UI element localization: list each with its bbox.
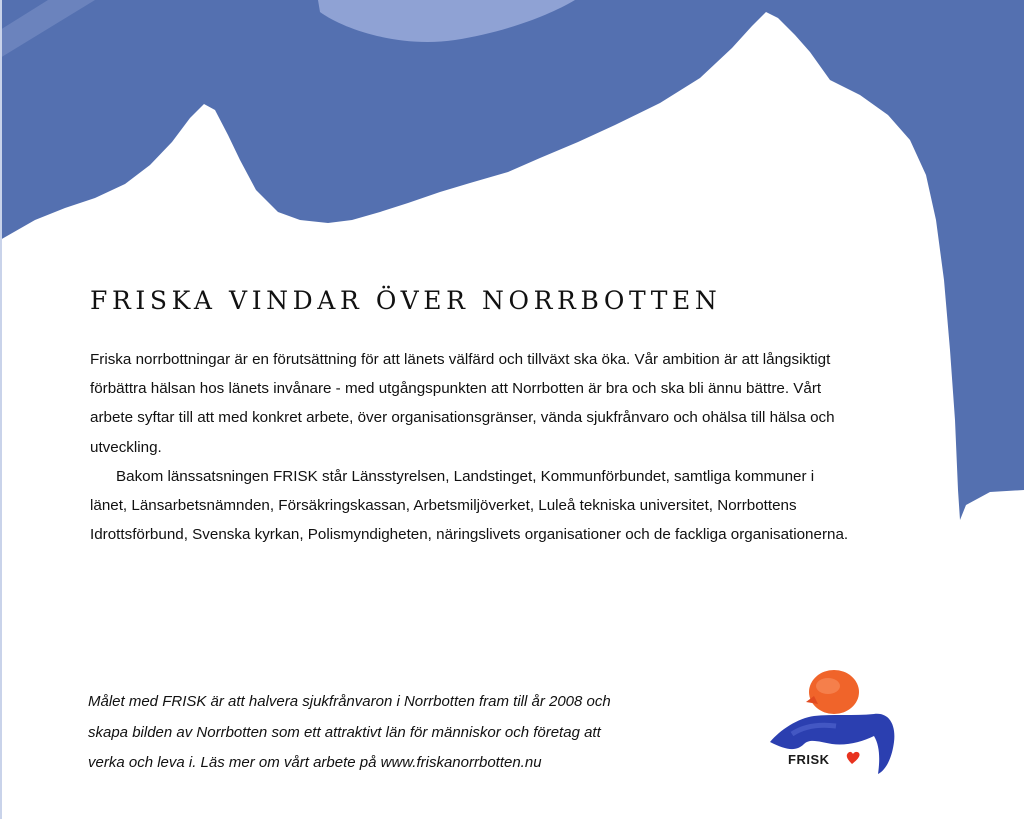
frisk-logo-icon [762, 668, 904, 780]
body-text [90, 345, 850, 549]
logo-heart [847, 752, 860, 764]
goal-line: Målet med FRISK är att halvera sjukfrånvaron i Norrbotten fram till år 2008 och [88, 693, 611, 710]
goal-line: verka och leva i. Läs mer om vårt arbete på www.friskanorrbotten.nu [88, 754, 542, 771]
page-title: FRISKA VINDAR ÖVER NORRBOTTEN [90, 286, 722, 315]
intro-paragraph: Friska norrbottningar är en förutsättning för att länets välfärd och tillväxt ska öka. Vår ambition är att långsiktigt förbättra hälsan hos länets invånare - med utgångspunkten att Norrbotten är bra och ska bli ännu bättre. Vårt arbete syftar till att med konkret arbete, över organisationsgränser, vända sjukfrånvaro och ohälsa till hälsa och utveckling. [90, 351, 835, 456]
page-edge-rule [0, 0, 2, 819]
goal-line: skapa bilden av Norrbotten som ett attraktivt län för människor och företag att [88, 723, 601, 741]
partners-paragraph: Bakom länssatsningen FRISK står Länsstyrelsen, Landstinget, Kommunförbundet, samtliga kommuner i länet, Länsarbetsnämnden, Försäkringskassan, Arbetsmiljöverket, Luleå tekniska universitet, Norrbottens Idrottsförbund, Svenska kyrkan, Polismyndigheten, näringslivets organisationer och de fackliga organisationerna. [90, 467, 849, 544]
logo-wordmark: FRISK [788, 752, 830, 767]
goal-statement [88, 687, 728, 779]
